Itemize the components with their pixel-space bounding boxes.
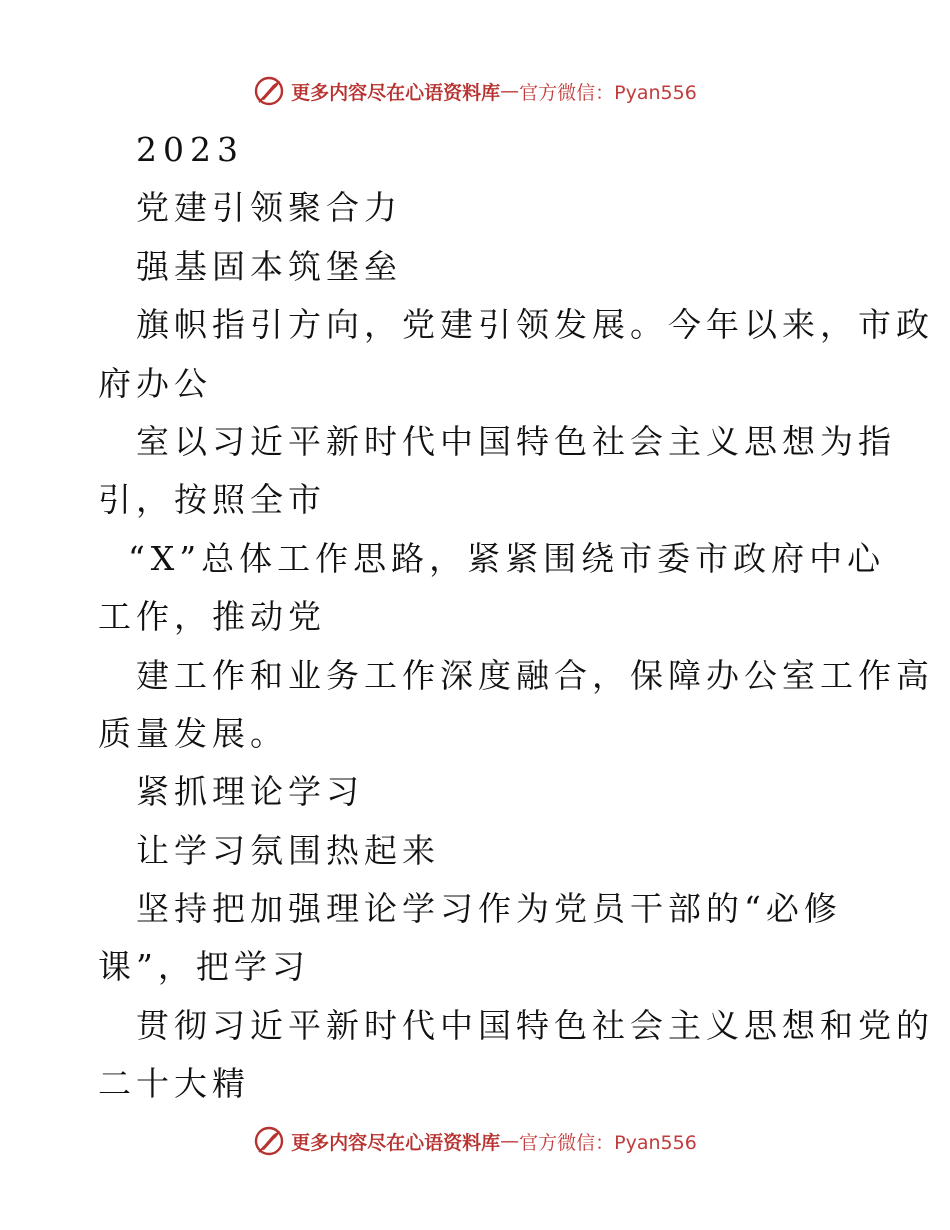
text-line: 强基固本筑堡垒	[136, 246, 402, 286]
watermark-site-text: 更多内容尽在心语资料库	[291, 1131, 501, 1154]
text-line: 2023	[136, 130, 244, 169]
text-line: 室以习近平新时代中国特色社会主义思想为指	[136, 421, 896, 461]
watermark-separator: —	[500, 1130, 520, 1152]
text-line: 引，按照全市	[98, 480, 326, 520]
text-line: 建工作和业务工作深度融合，保障办公室工作高	[136, 655, 934, 695]
text-line: 坚持把加强理论学习作为党员干部的“必修	[136, 889, 842, 929]
text-line: 课”，把学习	[98, 947, 310, 987]
text-line: 紧抓理论学习	[136, 772, 364, 812]
text-line: 贯彻习近平新时代中国特色社会主义思想和党的	[136, 1005, 934, 1045]
text-line: 工作，推动党	[98, 597, 326, 637]
text-line: 质量发展。	[98, 713, 288, 753]
watermark-banner-bottom	[0, 1121, 950, 1161]
text-line: 让学习氛围热起来	[136, 830, 440, 870]
text-line: “X”总体工作思路，紧紧围绕市委市政府中心	[128, 538, 886, 578]
watermark-wechat-text: 官方微信：Pyan556	[519, 81, 697, 104]
watermark-site-text: 更多内容尽在心语资料库	[291, 81, 501, 104]
quill-pen-logo-icon	[253, 75, 285, 107]
quill-pen-logo-icon	[253, 1125, 285, 1157]
text-line: 二十大精	[98, 1064, 250, 1104]
watermark-separator: —	[500, 80, 520, 102]
text-line: 旗帜指引方向，党建引领发展。今年以来，市政	[136, 305, 934, 345]
document-body	[98, 121, 934, 1114]
watermark-banner-top	[0, 71, 950, 111]
watermark-wechat-text: 官方微信：Pyan556	[519, 1131, 697, 1154]
text-line: 党建引领聚合力	[136, 188, 402, 228]
text-line: 府办公	[98, 363, 212, 403]
